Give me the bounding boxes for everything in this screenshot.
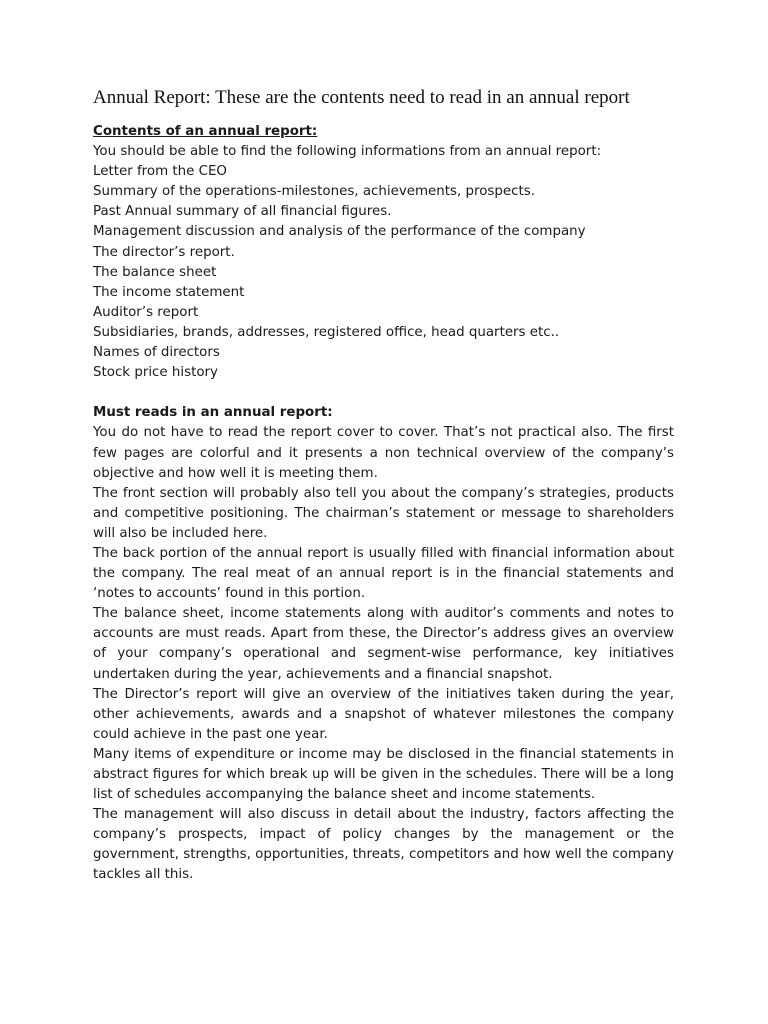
list-item: Auditor’s report xyxy=(93,304,199,320)
paragraph: The balance sheet, income statements along with auditor’s comments and notes to accounts are must reads. Apart from these, the Director’s address gives an overview of your company’s operational and segment-wise performance, key initiatives undertaken during the year, achievements and a financial snapshot. xyxy=(93,606,674,682)
list-item: The income statement xyxy=(93,284,245,300)
list-item: Subsidiaries, brands, addresses, registered office, head quarters etc.. xyxy=(93,324,560,340)
section-spacer xyxy=(93,383,674,403)
paragraph: The back portion of the annual report is usually filled with financial information about the company. The real meat of an annual report is in the financial statements and ‘notes to accounts’ found in this portion. xyxy=(93,545,674,602)
paragraph: The management will also discuss in detail about the industry, factors affecting the company’s prospects, impact of policy changes by the management or the government, strengths, opportunities, threats, competitors and how well the company tackles all this. xyxy=(93,807,674,883)
list-item: Past Annual summary of all financial figures. xyxy=(93,204,392,220)
list-item: Stock price history xyxy=(93,365,218,381)
paragraph: You do not have to read the report cover to cover. That’s not practical also. The first few pages are colorful and it presents a non technical overview of the company’s objective and how well it is meeting them. xyxy=(93,425,674,481)
contents-heading: Contents of an annual report: xyxy=(93,124,318,139)
paragraph: The front section will probably also tell you about the company’s strategies, products and competitive positioning. The chairman’s statement or message to shareholders will also be included here. xyxy=(93,485,674,541)
contents-section xyxy=(93,122,674,383)
list-item: Names of directors xyxy=(93,345,220,361)
must-reads-heading: Must reads in an annual report: xyxy=(93,405,333,421)
document-page xyxy=(93,86,674,886)
document-title: Annual Report: These are the contents need to read in an annual report xyxy=(93,87,630,108)
must-reads-section xyxy=(93,403,674,885)
paragraph: The Director’s report will give an overview of the initiatives taken during the year, other achievements, awards and a snapshot of whatever milestones the company could achieve in the past one year. xyxy=(93,686,674,742)
paragraph: Many items of expenditure or income may be disclosed in the financial statements in abstract figures for which break up will be given in the schedules. There will be a long list of schedules accompanying the balance sheet and income statements. xyxy=(93,746,674,803)
list-item: The balance sheet xyxy=(93,264,217,280)
list-item: Summary of the operations-milestones, achievements, prospects. xyxy=(93,184,535,200)
list-item: Letter from the CEO xyxy=(93,164,227,180)
list-item: The director’s report. xyxy=(93,244,235,260)
contents-intro: You should be able to find the following informations from an annual report: xyxy=(93,144,602,160)
list-item: Management discussion and analysis of the performance of the company xyxy=(93,224,586,240)
